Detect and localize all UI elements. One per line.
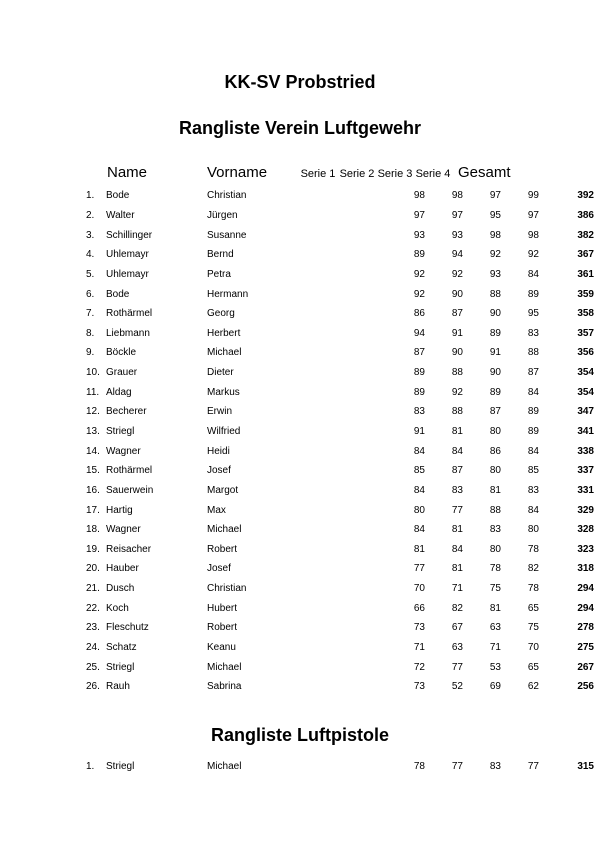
rank-cell: 8. — [86, 327, 95, 339]
rank-cell: 17. — [86, 504, 100, 516]
serie3-cell: 95 — [489, 209, 501, 221]
gesamt-cell: 361 — [577, 268, 594, 280]
name-cell: Schillinger — [106, 229, 153, 241]
serie2-cell: 77 — [451, 761, 463, 773]
serie4-cell: 87 — [527, 367, 539, 379]
gesamt-cell: 278 — [577, 622, 594, 634]
rank-cell: 1. — [86, 761, 95, 773]
serie3-cell: 53 — [489, 661, 501, 673]
serie2-cell: 52 — [451, 681, 463, 693]
gesamt-cell: 267 — [577, 661, 594, 673]
serie4-cell: 84 — [527, 386, 539, 398]
table-row — [0, 186, 594, 206]
name-cell: Fleschutz — [106, 622, 149, 634]
gesamt-cell: 382 — [577, 229, 594, 241]
table-row — [0, 559, 594, 579]
serie3-cell: 89 — [489, 327, 501, 339]
vorname-cell: Max — [207, 504, 226, 516]
vorname-cell: Josef — [207, 465, 231, 477]
table-row — [0, 265, 594, 285]
gesamt-cell: 341 — [577, 426, 594, 437]
gesamt-cell: 337 — [577, 465, 594, 477]
rank-cell: 24. — [86, 642, 100, 654]
serie4-cell: 89 — [527, 426, 539, 437]
serie4-cell: 99 — [527, 190, 539, 202]
serie4-cell: 70 — [527, 642, 539, 654]
serie1-cell: 84 — [413, 484, 425, 496]
serie2-cell: 81 — [451, 426, 463, 437]
name-cell: Bode — [106, 288, 130, 300]
vorname-cell: Petra — [207, 268, 231, 280]
rank-cell: 12. — [86, 406, 100, 418]
name-cell: Reisacher — [106, 543, 152, 555]
vorname-cell: Dieter — [207, 367, 234, 379]
vorname-cell: Michael — [207, 347, 242, 359]
vorname-cell: Michael — [207, 524, 242, 536]
table-row — [0, 598, 594, 618]
vorname-cell: Michael — [207, 661, 242, 673]
rank-cell: 22. — [86, 602, 100, 614]
gesamt-cell: 359 — [577, 288, 594, 300]
serie2-cell: 71 — [451, 583, 463, 595]
gesamt-cell: 256 — [577, 681, 594, 693]
rank-cell: 23. — [86, 622, 100, 634]
table-row — [0, 461, 594, 481]
gesamt-cell: 331 — [577, 484, 594, 496]
serie1-cell: 80 — [413, 504, 425, 516]
name-cell: Aldag — [106, 386, 132, 398]
serie2-cell: 97 — [451, 209, 463, 221]
serie3-cell: 89 — [489, 386, 501, 398]
table-row — [0, 304, 594, 324]
serie2-cell: 84 — [451, 445, 463, 457]
luftpistole-ranking-table — [0, 757, 594, 777]
name-cell: Hartig — [106, 504, 133, 516]
name-cell: Hauber — [106, 563, 139, 575]
serie4-cell: 84 — [527, 268, 539, 280]
serie4-cell: 65 — [527, 661, 539, 673]
header-serie1: Serie 1 — [300, 168, 336, 180]
serie4-cell: 80 — [527, 524, 539, 536]
serie3-cell: 75 — [489, 583, 501, 595]
gesamt-cell: 356 — [577, 347, 594, 359]
serie2-cell: 88 — [451, 406, 463, 418]
serie3-cell: 87 — [489, 406, 501, 418]
rank-cell: 14. — [86, 445, 100, 457]
serie1-cell: 84 — [413, 524, 425, 536]
serie1-cell: 92 — [413, 268, 425, 280]
serie3-cell: 81 — [489, 602, 501, 614]
serie4-cell: 75 — [527, 622, 539, 634]
header-serie3: Serie 3 — [377, 168, 413, 180]
rank-cell: 5. — [86, 268, 95, 280]
table-row — [0, 579, 594, 599]
serie4-cell: 98 — [527, 229, 539, 241]
gesamt-cell: 338 — [577, 445, 594, 457]
serie3-cell: 97 — [489, 190, 501, 202]
gesamt-cell: 358 — [577, 308, 594, 320]
serie2-cell: 77 — [451, 661, 463, 673]
serie1-cell: 86 — [413, 308, 425, 320]
serie4-cell: 84 — [527, 445, 539, 457]
name-cell: Striegl — [106, 761, 135, 773]
serie1-cell: 87 — [413, 347, 425, 359]
table-row — [0, 540, 594, 560]
vorname-cell: Josef — [207, 563, 231, 575]
serie3-cell: 90 — [489, 367, 501, 379]
name-cell: Liebmann — [106, 327, 150, 339]
serie4-cell: 78 — [527, 583, 539, 595]
table-row — [0, 343, 594, 363]
name-cell: Koch — [106, 602, 129, 614]
serie1-cell: 83 — [413, 406, 425, 418]
table-row — [0, 757, 594, 777]
table-row — [0, 441, 594, 461]
name-cell: Uhlemayr — [106, 268, 149, 280]
header-serie2: Serie 2 — [339, 168, 375, 180]
serie1-cell: 77 — [413, 563, 425, 575]
table-row — [0, 284, 594, 304]
section-title-luftpistole: Rangliste Luftpistole — [210, 725, 389, 745]
serie3-cell: 71 — [489, 642, 501, 654]
rank-cell: 7. — [86, 308, 95, 320]
serie3-cell: 90 — [489, 308, 501, 320]
name-cell: Wagner — [106, 524, 141, 536]
vorname-cell: Erwin — [207, 406, 233, 418]
name-cell: Striegl — [106, 426, 135, 437]
rank-cell: 9. — [86, 347, 95, 359]
gesamt-cell: 354 — [577, 386, 594, 398]
serie3-cell: 83 — [489, 761, 501, 773]
serie1-cell: 71 — [413, 642, 425, 654]
rank-cell: 26. — [86, 681, 100, 693]
serie1-cell: 94 — [413, 327, 425, 339]
vorname-cell: Markus — [207, 386, 240, 398]
vorname-cell: Georg — [207, 308, 235, 320]
serie2-cell: 91 — [451, 327, 463, 339]
serie4-cell: 84 — [527, 504, 539, 516]
serie2-cell: 87 — [451, 465, 463, 477]
serie4-cell: 97 — [527, 209, 539, 221]
serie3-cell: 80 — [489, 543, 501, 555]
header-gesamt: Gesamt — [458, 164, 511, 181]
serie1-cell: 89 — [413, 367, 425, 379]
serie1-cell: 66 — [413, 602, 425, 614]
serie4-cell: 83 — [527, 484, 539, 496]
serie4-cell: 65 — [527, 602, 539, 614]
name-cell: Striegl — [106, 661, 135, 673]
rank-cell: 10. — [86, 367, 100, 379]
serie2-cell: 93 — [451, 229, 463, 241]
serie3-cell: 69 — [489, 681, 501, 693]
serie2-cell: 82 — [451, 602, 463, 614]
table-row — [0, 225, 594, 245]
header-name: Name — [107, 164, 148, 181]
name-cell: Wagner — [106, 445, 141, 457]
rank-cell: 16. — [86, 484, 100, 496]
serie3-cell: 83 — [489, 524, 501, 536]
gesamt-cell: 328 — [577, 524, 594, 536]
table-row — [0, 402, 594, 422]
serie2-cell: 98 — [451, 190, 463, 202]
name-cell: Rothärmel — [106, 465, 153, 477]
serie1-cell: 93 — [413, 229, 425, 241]
vorname-cell: Sabrina — [207, 681, 242, 693]
header-serie4: Serie 4 — [415, 168, 451, 180]
serie1-cell: 97 — [413, 209, 425, 221]
gesamt-cell: 275 — [577, 642, 594, 654]
gesamt-cell: 347 — [577, 406, 594, 418]
vorname-cell: Herbert — [207, 327, 241, 339]
vorname-cell: Jürgen — [207, 209, 238, 221]
name-cell: Böckle — [106, 347, 137, 359]
rank-cell: 4. — [86, 249, 95, 261]
serie1-cell: 73 — [413, 622, 425, 634]
table-row — [0, 422, 594, 442]
vorname-cell: Susanne — [207, 229, 247, 241]
rank-cell: 20. — [86, 563, 100, 575]
serie2-cell: 63 — [451, 642, 463, 654]
serie2-cell: 90 — [451, 347, 463, 359]
club-title: KK-SV Probstried — [224, 72, 376, 92]
serie4-cell: 89 — [527, 406, 539, 418]
serie2-cell: 81 — [451, 563, 463, 575]
serie3-cell: 81 — [489, 484, 501, 496]
rank-cell: 3. — [86, 229, 95, 241]
serie1-cell: 73 — [413, 681, 425, 693]
rank-cell: 19. — [86, 543, 100, 555]
serie2-cell: 92 — [451, 386, 463, 398]
serie2-cell: 92 — [451, 268, 463, 280]
serie4-cell: 62 — [527, 681, 539, 693]
serie3-cell: 86 — [489, 445, 501, 457]
serie2-cell: 77 — [451, 504, 463, 516]
vorname-cell: Wilfried — [207, 426, 241, 437]
serie1-cell: 89 — [413, 386, 425, 398]
rank-cell: 2. — [86, 209, 95, 221]
name-cell: Uhlemayr — [106, 249, 149, 261]
gesamt-cell: 294 — [577, 583, 594, 595]
serie3-cell: 91 — [489, 347, 501, 359]
name-cell: Bode — [106, 190, 130, 202]
serie2-cell: 81 — [451, 524, 463, 536]
vorname-cell: Hubert — [207, 602, 238, 614]
table-row — [0, 323, 594, 343]
vorname-cell: Keanu — [207, 642, 236, 654]
gesamt-cell: 354 — [577, 367, 594, 379]
table-row — [0, 206, 594, 226]
serie2-cell: 94 — [451, 249, 463, 261]
serie4-cell: 77 — [527, 761, 539, 773]
serie3-cell: 78 — [489, 563, 501, 575]
gesamt-cell: 294 — [577, 602, 594, 614]
serie2-cell: 84 — [451, 543, 463, 555]
rank-cell: 18. — [86, 524, 100, 536]
serie3-cell: 80 — [489, 465, 501, 477]
rank-cell: 6. — [86, 288, 95, 300]
serie2-cell: 83 — [451, 484, 463, 496]
serie1-cell: 85 — [413, 465, 425, 477]
serie1-cell: 92 — [413, 288, 425, 300]
name-cell: Sauerwein — [106, 484, 154, 496]
serie2-cell: 88 — [451, 367, 463, 379]
serie3-cell: 92 — [489, 249, 501, 261]
serie1-cell: 98 — [413, 190, 425, 202]
name-cell: Walter — [106, 209, 135, 221]
rank-cell: 13. — [86, 426, 100, 437]
header-vorname: Vorname — [207, 164, 268, 181]
name-cell: Rauh — [106, 681, 130, 693]
vorname-cell: Christian — [207, 190, 247, 202]
section-title-luftgewehr: Rangliste Verein Luftgewehr — [178, 118, 422, 138]
gesamt-cell: 367 — [577, 249, 594, 261]
serie3-cell: 88 — [489, 288, 501, 300]
rank-cell: 21. — [86, 583, 100, 595]
serie3-cell: 98 — [489, 229, 501, 241]
serie4-cell: 95 — [527, 308, 539, 320]
gesamt-cell: 323 — [577, 543, 594, 555]
gesamt-cell: 329 — [577, 504, 594, 516]
table-row — [0, 520, 594, 540]
serie4-cell: 92 — [527, 249, 539, 261]
serie1-cell: 89 — [413, 249, 425, 261]
luftgewehr-ranking-table — [0, 186, 594, 697]
serie2-cell: 90 — [451, 288, 463, 300]
table-row — [0, 677, 594, 697]
table-row — [0, 363, 594, 383]
table-row — [0, 245, 594, 265]
rank-cell: 25. — [86, 661, 100, 673]
serie1-cell: 81 — [413, 543, 425, 555]
table-row — [0, 638, 594, 658]
table-row — [0, 657, 594, 677]
serie4-cell: 78 — [527, 543, 539, 555]
serie4-cell: 82 — [527, 563, 539, 575]
vorname-cell: Christian — [207, 583, 247, 595]
rank-cell: 15. — [86, 465, 100, 477]
serie2-cell: 87 — [451, 308, 463, 320]
serie1-cell: 70 — [413, 583, 425, 595]
serie1-cell: 78 — [413, 761, 425, 773]
serie4-cell: 83 — [527, 327, 539, 339]
table-row — [0, 618, 594, 638]
vorname-cell: Bernd — [207, 249, 234, 261]
gesamt-cell: 392 — [577, 190, 594, 202]
serie1-cell: 84 — [413, 445, 425, 457]
vorname-cell: Hermann — [207, 288, 249, 300]
serie1-cell: 72 — [413, 661, 425, 673]
table-row — [0, 382, 594, 402]
serie3-cell: 93 — [489, 268, 501, 280]
name-cell: Grauer — [106, 367, 138, 379]
name-cell: Dusch — [106, 583, 135, 595]
serie3-cell: 63 — [489, 622, 501, 634]
serie4-cell: 88 — [527, 347, 539, 359]
vorname-cell: Margot — [207, 484, 239, 496]
table-row — [0, 500, 594, 520]
rank-cell: 1. — [86, 190, 95, 202]
serie1-cell: 91 — [413, 426, 425, 437]
gesamt-cell: 318 — [577, 563, 594, 575]
vorname-cell: Michael — [207, 761, 242, 773]
name-cell: Rothärmel — [106, 308, 153, 320]
gesamt-cell: 386 — [577, 209, 594, 221]
table-row — [0, 481, 594, 501]
serie2-cell: 67 — [451, 622, 463, 634]
gesamt-cell: 357 — [577, 327, 594, 339]
name-cell: Becherer — [106, 406, 147, 418]
name-cell: Schatz — [106, 642, 137, 654]
vorname-cell: Heidi — [207, 445, 230, 457]
serie3-cell: 80 — [489, 426, 501, 437]
vorname-cell: Robert — [207, 622, 238, 634]
rank-cell: 11. — [86, 386, 100, 398]
serie4-cell: 89 — [527, 288, 539, 300]
serie4-cell: 85 — [527, 465, 539, 477]
vorname-cell: Robert — [207, 543, 238, 555]
gesamt-cell: 315 — [577, 761, 594, 773]
serie3-cell: 88 — [489, 504, 501, 516]
